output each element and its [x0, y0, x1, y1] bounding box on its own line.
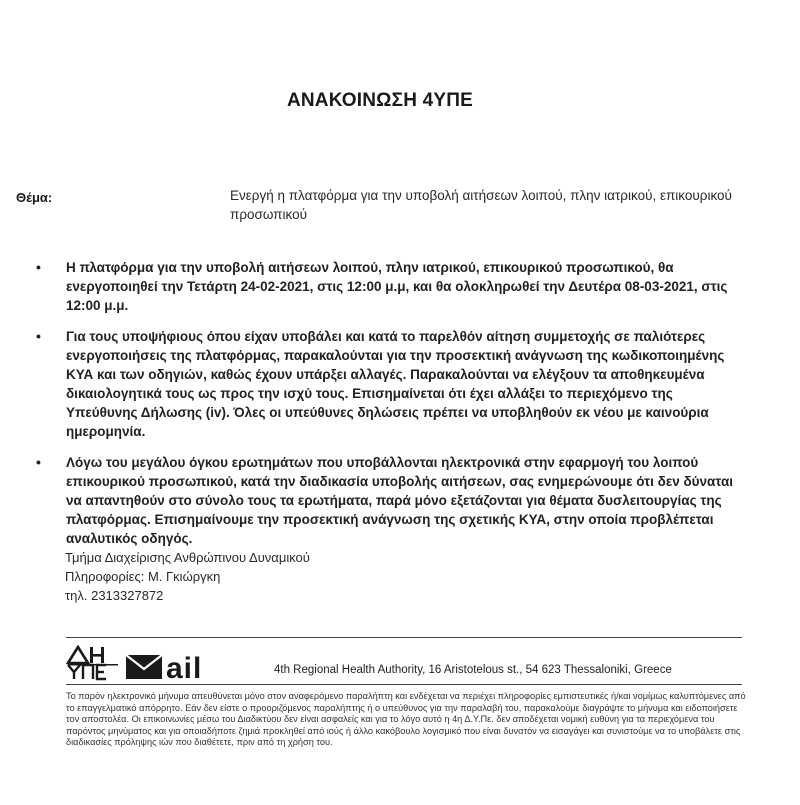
signature-block: [65, 548, 310, 605]
footer-disclaimer: Το παρόν ηλεκτρονικό μήνυμα απευθύνεται μόνο στον αναφερόμενο παραλήπτη και ενδέχεται να περιέχει πληροφορίες εμπιστευτικές ή/και νομίμως καλυπτόμενες από το επαγγελματικό απόρρητο. Εάν δεν είστε ο προοριζόμενος παραλήπτης ή ο υπεύθυνος για την παραλαβή του, παρακαλούμε διαγράψτε το μήνυμα και ειδοποιήσετε τον αποστολέα. Οι επικοινωνίες μέσω του Διαδικτύου δεν είναι ασφαλείς και για το λόγο αυτό η 4η Δ.Υ.Πε. δεν αποδέχεται νομική ευθύνη για τα περιεχόμενα του παρόντος μηνύματος και για οποιαδήποτε ζημιά προκληθεί από ιούς ή άλλο κακόβουλο λογισμικό που είναι δυνατόν να εισαγάγει και συνιστούμε να το υποβάλετε στις διαδικασίες πρόληψης ιών που διαθέτετε, πριν από τη χρήση του.: [66, 691, 746, 748]
bullet-item: [36, 453, 746, 548]
bullet-text: Η πλατφόρμα για την υποβολή αιτήσεων λοιπού, πλην ιατρικού, επικουρικού προσωπικού, θα ενεργοποιηθεί την Τετάρτη 24-02-2021, στις 12:00 μ.μ, και θα ολοκληρωθεί την Δευτέρα 08-03-2021, στις 12:00 μ.μ.: [66, 260, 728, 313]
bullet-text: Για τους υποψήφιους όπου είχαν υποβάλει και κατά το παρελθόν αίτηση συμμετοχής σε παλιότερες ενεργοποιήσεις της πλατφόρμας, παρακαλούνται για την προσεκτική ανάγνωση της κωδικοποιημένης ΚΥΑ και των οδηγιών, καθώς έχουν υπάρξει αλλαγές. Παρακαλούνται να ελέγξουν τα αποθηκευμένα δικαιολογητικά τους ως προς την ισχύ τους. Επισημαίνεται ότι έχει αλλάξει το περιεχόμενο της Υπεύθυνης Δήλωσης (iv). Όλες οι υπεύθυνες δηλώσεις πρέπει να υποβληθούν εκ νέου με καινούρια ημερομηνία.: [66, 329, 725, 439]
bullet-item: [36, 327, 746, 441]
bullet-text: Λόγω του μεγάλου όγκου ερωτημάτων που υποβάλλονται ηλεκτρονικά στην εφαρμογή του λοιπού επικουρικού προσωπικού, κατά την διαδικασία υποβολής αιτήσεων, σας ενημερώνουμε ότι δεν δύναται να απαντηθούν στο σύνολο τους τα ερωτήματα, παρά μόνο εξετάζονται για θέματα δυσλειτουργίας της πλατφόρμας. Επισημαίνουμε την προσεκτική ανάγνωση της σχετικής ΚΥΑ, στην οποία προβλέπεται αναλυτικός οδηγός.: [66, 455, 734, 546]
page-title: ΑΝΑΚΟΙΝΩΣΗ 4ΥΠΕ: [286, 90, 474, 111]
4hype-mail-logo-icon: [66, 645, 262, 681]
footer-address: 4th Regional Health Authority, 16 Aristotelous st., 54 623 Thessaloniki, Greece: [274, 664, 672, 676]
bullet-icon: •: [36, 454, 41, 470]
subject-label: Θέμα:: [16, 190, 53, 205]
footer-divider-bottom: [66, 684, 742, 685]
footer-divider-top: [66, 637, 742, 638]
bullet-icon: •: [36, 328, 41, 344]
subject-text: Ενεργή η πλατφόρμα για την υποβολή αιτήσεων λοιπού, πλην ιατρικού, επικουρικού προσωπικού: [230, 188, 732, 222]
svg-text:ail: ail: [166, 652, 203, 681]
bullet-item: [36, 258, 746, 315]
signature-info: Πληροφορίες: Μ. Γκιώργκη: [65, 569, 221, 584]
bullet-icon: •: [36, 259, 41, 275]
signature-phone: τηλ. 2313327872: [65, 588, 164, 603]
signature-department: Τμήμα Διαχείρισης Ανθρώπινου Δυναμικού: [65, 550, 310, 565]
announcement-bullets: [36, 258, 746, 560]
